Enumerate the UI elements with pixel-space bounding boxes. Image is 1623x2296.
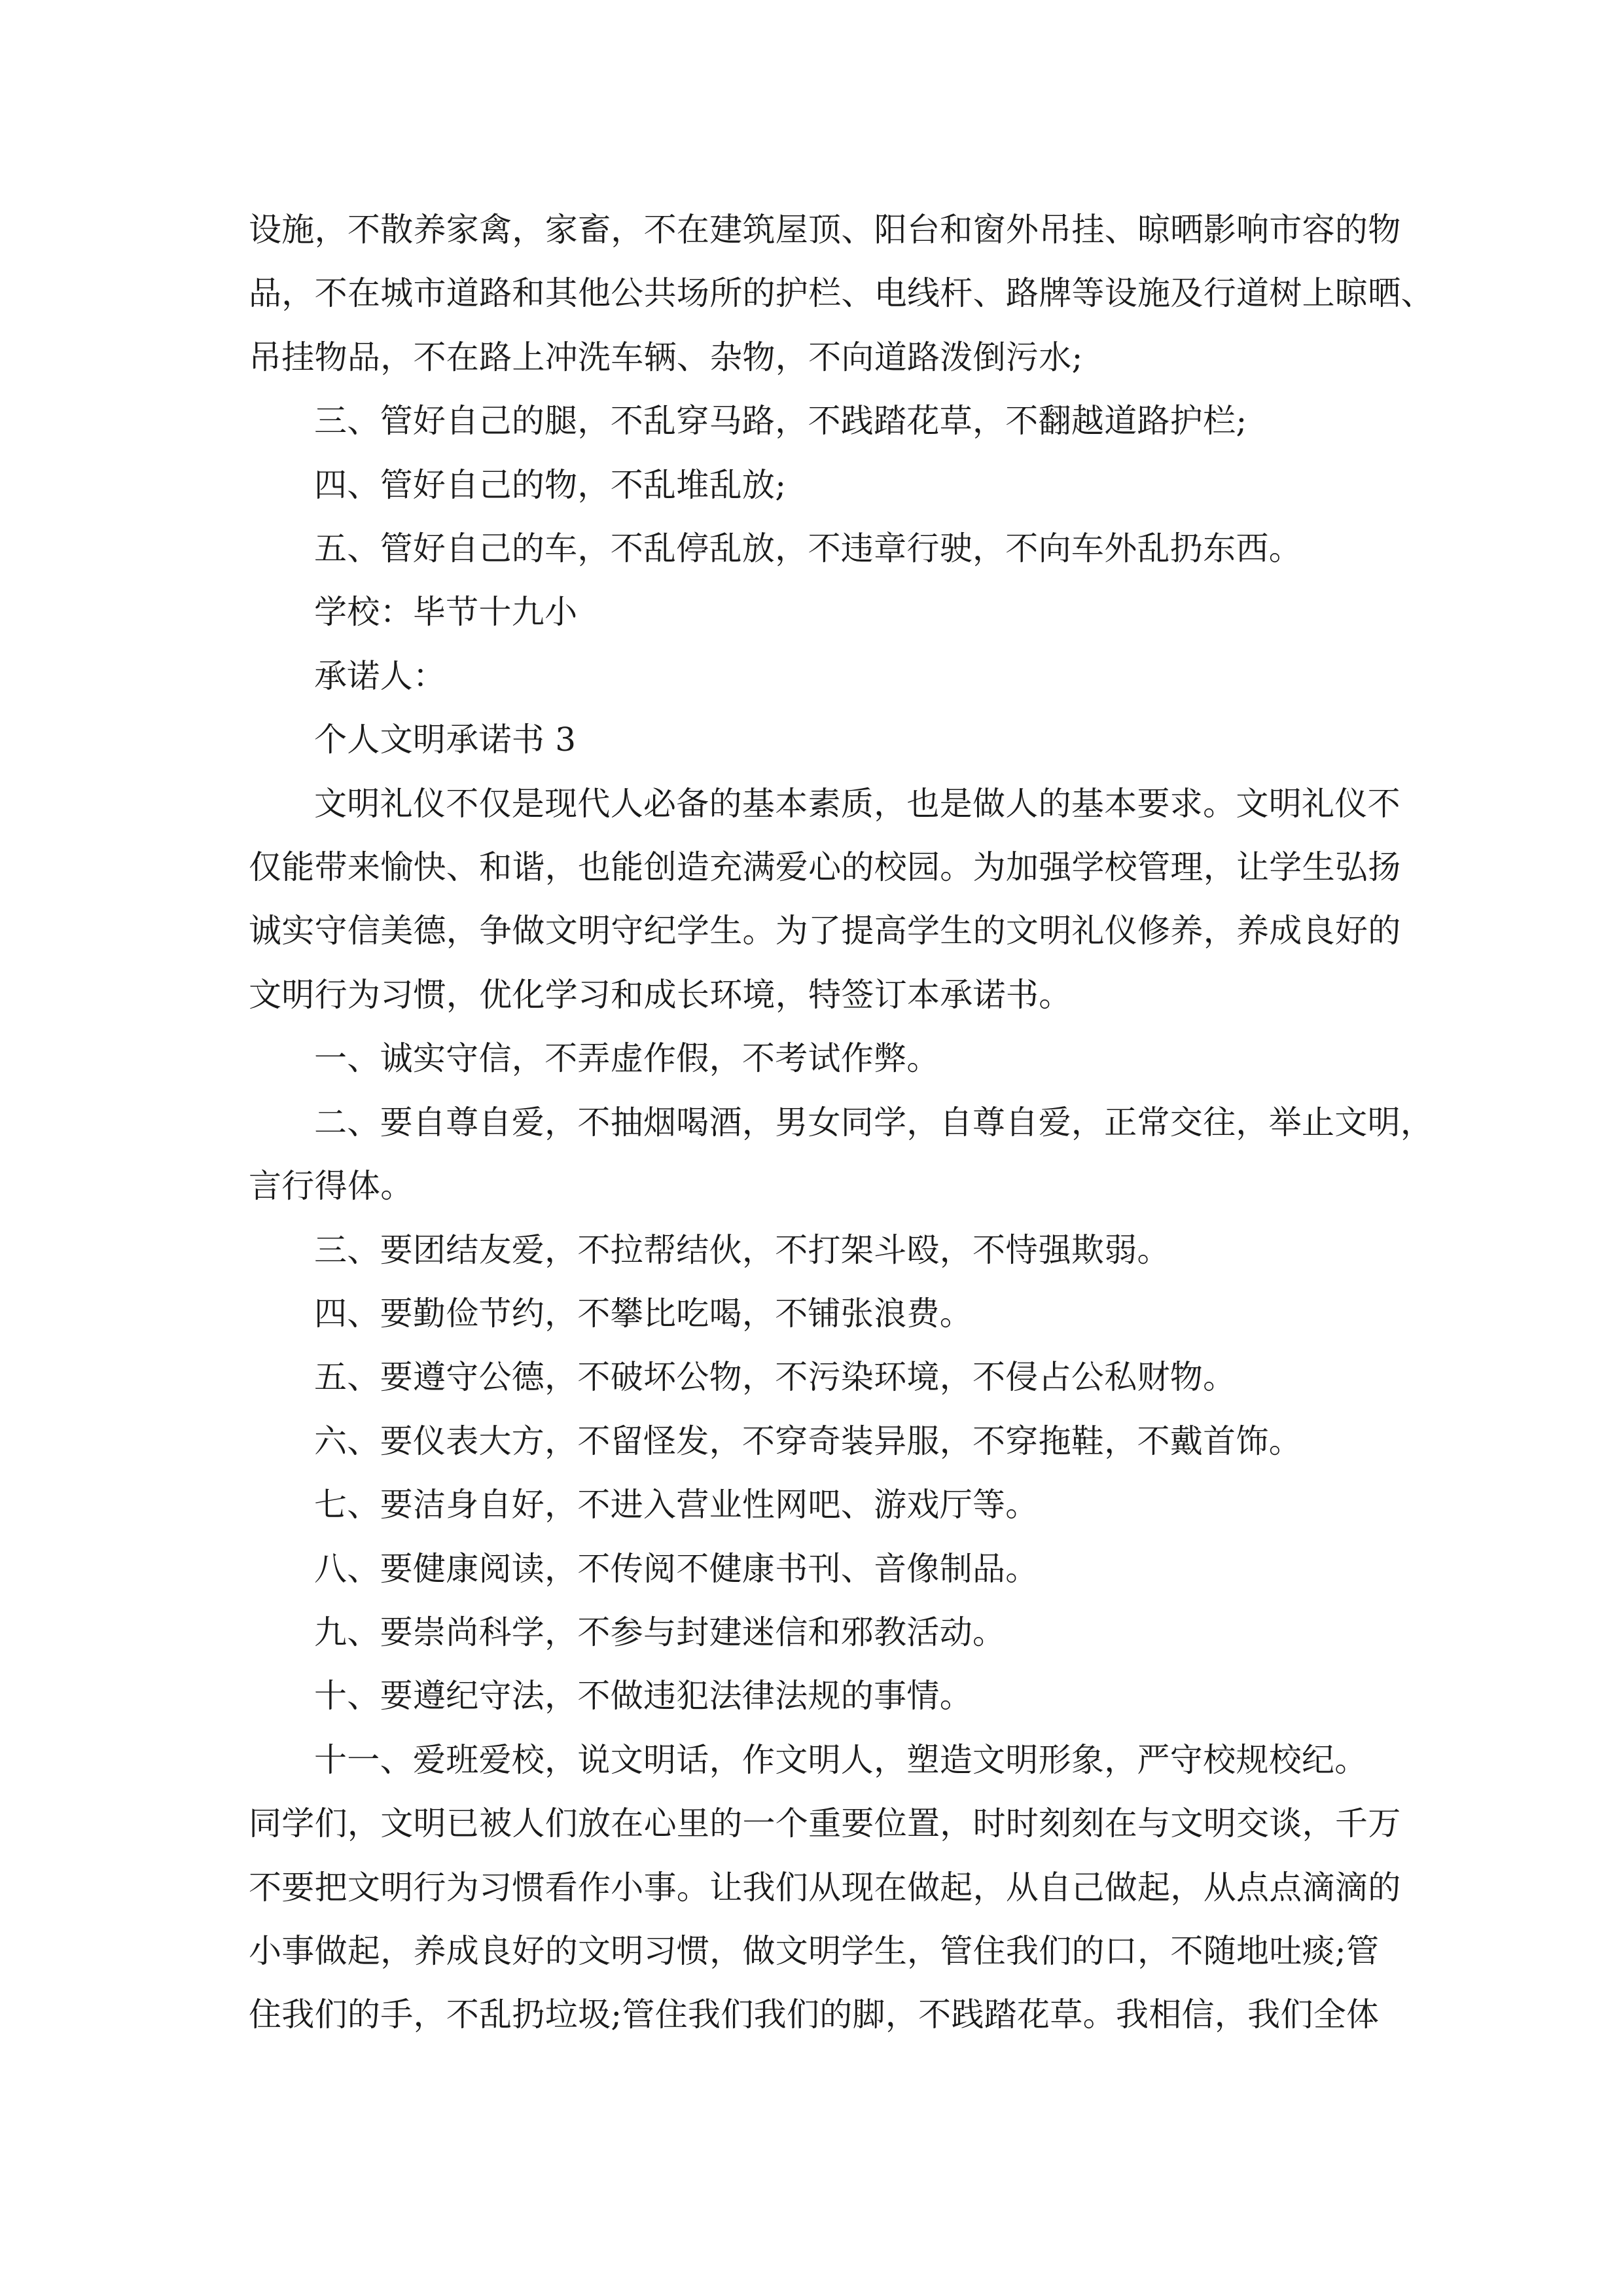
body-line: 品，不在城市道路和其他公共场所的护栏、电线杆、路牌等设施及行道树上晾晒、	[249, 274, 1434, 313]
document-body	[249, 198, 1434, 2047]
rule-item-1: 一、诚实守信，不弄虚作假，不考试作弊。	[314, 1039, 940, 1078]
rule-item-11: 十一、爱班爱校，说文明话，作文明人，塑造文明形象，严守校规校纪。	[314, 1740, 1368, 1779]
closing-paragraph-line: 小事做起，养成良好的文明习惯，做文明学生，管住我们的口，不随地吐痰;管	[249, 1931, 1380, 1970]
rule-item-6: 六、要仪表大方，不留怪发，不穿奇装异服，不穿拖鞋，不戴首饰。	[314, 1422, 1302, 1460]
closing-paragraph-line: 不要把文明行为习惯看作小事。让我们从现在做起，从自己做起，从点点滴滴的	[249, 1868, 1401, 1907]
rule-item-5: 五、要遵守公德，不破坏公物，不污染环境，不侵占公私财物。	[314, 1358, 1236, 1397]
closing-paragraph-line: 住我们的手，不乱扔垃圾;管住我们我们的脚，不践踏花草。我相信，我们全体	[249, 1996, 1380, 2034]
pledge-item-4: 四、管好自己的物，不乱堆乱放;	[314, 465, 787, 504]
intro-paragraph-line: 仅能带来愉快、和谐，也能创造充满爱心的校园。为加强学校管理，让学生弘扬	[249, 848, 1401, 887]
rule-item-10: 十、要遵纪守法，不做违犯法律法规的事情。	[314, 1677, 972, 1715]
rule-item-8: 八、要健康阅读，不传阅不健康书刊、音像制品。	[314, 1549, 1039, 1588]
section-title: 个人文明承诺书 3	[314, 721, 577, 759]
intro-paragraph-line: 诚实守信美德，争做文明守纪学生。为了提高学生的文明礼仪修养，养成良好的	[249, 912, 1401, 950]
pledge-item-5: 五、管好自己的车，不乱停乱放，不违章行驶，不向车外乱扔东西。	[314, 529, 1302, 568]
school-line: 学校：毕节十九小	[314, 593, 578, 632]
promisor-line: 承诺人：	[314, 656, 446, 695]
intro-paragraph-line: 文明行为习惯，优化学习和成长环境，特签订本承诺书。	[249, 975, 1072, 1014]
rule-item-4: 四、要勤俭节约，不攀比吃喝，不铺张浪费。	[314, 1294, 972, 1333]
body-line: 吊挂物品，不在路上冲洗车辆、杂物，不向道路泼倒污水;	[249, 338, 1083, 376]
rule-item-3: 三、要团结友爱，不拉帮结伙，不打架斗殴，不恃强欺弱。	[314, 1230, 1170, 1269]
body-line: 设施，不散养家禽，家畜，不在建筑屋顶、阳台和窗外吊挂、晾晒影响市容的物	[249, 211, 1401, 249]
rule-item-2-continued: 言行得体。	[249, 1167, 414, 1206]
rule-item-2: 二、要自尊自爱，不抽烟喝酒，男女同学，自尊自爱，正常交往，举止文明，	[314, 1103, 1434, 1141]
intro-paragraph-line: 文明礼仪不仅是现代人必备的基本素质，也是做人的基本要求。文明礼仪不	[314, 784, 1400, 823]
closing-paragraph-line: 同学们，文明已被人们放在心里的一个重要位置，时时刻刻在与文明交谈，千万	[249, 1804, 1401, 1843]
pledge-item-3: 三、管好自己的腿，不乱穿马路，不践踏花草，不翻越道路护栏;	[314, 402, 1247, 440]
rule-item-7: 七、要洁身自好，不进入营业性网吧、游戏厅等。	[314, 1486, 1039, 1524]
rule-item-9: 九、要崇尚科学，不参与封建迷信和邪教活动。	[314, 1613, 1006, 1651]
